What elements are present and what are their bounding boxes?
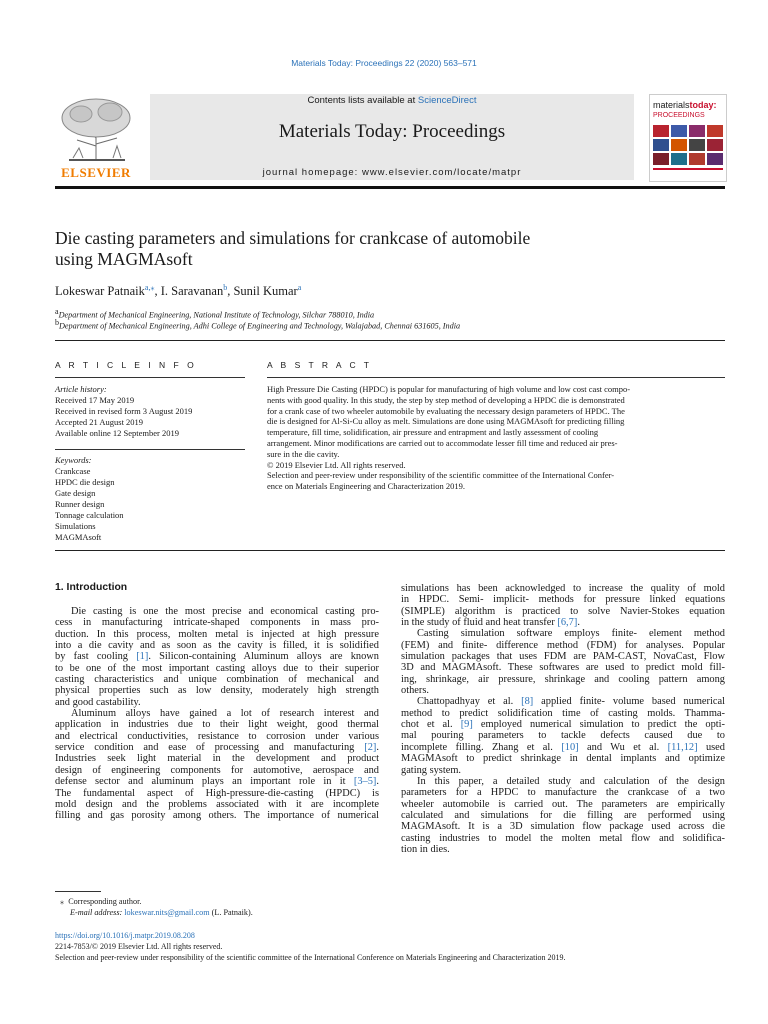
history-label: Article history:	[55, 384, 107, 394]
body-text-line: casting characteristics and unique combination of mechanical and	[55, 674, 379, 686]
cover-title-today: today:	[689, 100, 717, 110]
author-2[interactable]: I. Saravanan	[160, 284, 224, 299]
body-text-line: incomplete filling. Zhang et al. [10] and Wu et al. [11,12] used	[401, 741, 725, 753]
body-text-line: (SIMPLE) algorithm is practiced to solve Navier-Stokes equation	[401, 605, 725, 617]
body-text-line: Casting simulation software employs finite- element method	[417, 628, 725, 640]
corresponding-author-note: ⁎ Corresponding author.	[60, 897, 142, 906]
body-text-line: gating system.	[401, 764, 462, 776]
abstract-copyright: © 2019 Elsevier Ltd. All rights reserved.	[267, 459, 406, 470]
abstract-line: High Pressure Die Casting (HPDC) is popular for manufacturing of high volume and low cost cast compo-	[267, 384, 631, 394]
citation-link[interactable]: [9]	[460, 719, 473, 731]
keyword: Simulations	[55, 521, 96, 531]
citation-link[interactable]: [8]	[521, 696, 534, 708]
journal-title: Materials Today: Proceedings	[278, 121, 506, 142]
citation-link[interactable]: [10]	[561, 741, 579, 753]
journal-cover-image	[649, 94, 727, 182]
abstract-line: arrangement. Minor modifications are carried out to accommodate lesser fill time and reduced air pres-	[267, 437, 618, 448]
body-text-line: defense sector and aluminum plays an important role in it [3–5].	[55, 776, 379, 788]
header-rule	[55, 186, 725, 189]
body-text-line: mal pouring parameters to tackle defects caused due to	[401, 730, 725, 742]
citation-link[interactable]: [11,12]	[667, 741, 698, 753]
body-column-left	[55, 606, 379, 822]
affiliation-a: $^a$Department of Mechanical Engineering, National Institute of Technology, Silchar 788010, India	[55, 307, 375, 320]
body-text-line: filling and gas porosity among others. The importance of numerical	[55, 810, 379, 822]
body-text-line: mold design and the problems associated with it are incomplete	[55, 798, 379, 810]
abstract-selection-line: ence on Materials Engineering and Characterization 2019.	[267, 481, 466, 492]
body-text-line: to be one of the most important casting alloys due to their superior	[55, 662, 379, 674]
contents-available-line: Contents lists available at ScienceDirect	[307, 95, 477, 106]
citation-link[interactable]: [6,7]	[557, 617, 578, 629]
journal-citation[interactable]: Materials Today: Proceedings 22 (2020) 563–571	[291, 58, 477, 68]
body-text-line: and electrical conductivities, resistance to corrosion under various	[55, 730, 379, 742]
body-text-line: physical properties such as low density, moderately high strength	[55, 685, 379, 697]
abstract-heading: A B S T R A C T	[267, 360, 373, 370]
selection-footer: Selection and peer-review under responsibility of the scientific committee of the International Conference on Materials Engineering and Characterization 2019.	[55, 953, 566, 962]
abstract-line: nents with good quality. In this study, the step by step method of developing a HPDC die is demonstrated	[267, 394, 625, 405]
elsevier-wordmark: ELSEVIER	[61, 165, 131, 180]
body-text-line: others.	[401, 685, 429, 697]
author-3-sup[interactable]: a	[297, 283, 302, 292]
keywords-label: Keywords:	[55, 455, 92, 465]
keywords-rule	[55, 449, 245, 450]
body-text-line: simulations has been acknowledged to increase the quality of mold	[401, 583, 725, 594]
body-text-line: in the study of fluid and heat transfer [6,7].	[401, 617, 580, 629]
abstract-line: die is designed for Al-Si-Cu alloy as melt. Simulations are done using MAGMAsoft for predicting filling	[267, 416, 625, 427]
cover-title-proceedings: PROCEEDINGS	[653, 112, 705, 119]
body-text-line: parameters for a HPDC to manufacture the crankcase of a two	[401, 787, 725, 799]
body-text-line: cess in manufacturing intricate-shaped components in mass pro-	[55, 617, 379, 629]
section-rule	[55, 340, 725, 341]
body-text-line: simulation packages that uses FDM are PAM-CAST, NovaCast, Flow	[401, 651, 725, 663]
history-revised: Received in revised form 3 August 2019	[55, 406, 193, 416]
body-text-line: in HPDC. Semi- implicit- methods for pressure linked equations	[401, 594, 725, 606]
cover-title-materials: materials	[653, 100, 690, 110]
abstract-rule	[267, 377, 725, 378]
abstract-end-rule	[55, 550, 725, 551]
author-list: Lokeswar Patnaik$^{a,⁎}$, I. Saravanan$^b$, Sunil Kumar$^a$	[55, 283, 302, 299]
email-note: E-mail address: lokeswar.nits@gmail.com (L. Patnaik).	[70, 908, 253, 917]
author-1-sup[interactable]: a,⁎	[144, 283, 155, 292]
keyword: Runner design	[55, 499, 105, 509]
author-2-sup[interactable]: b	[223, 283, 228, 292]
citation-link[interactable]: [2]	[364, 742, 377, 754]
body-text-line: into a die cavity and as soon as the cavity is filled, it is solidified	[55, 640, 379, 652]
body-text-line: design of engineering components for automotive, aerospace and	[55, 764, 379, 776]
author-3[interactable]: Sunil Kumar	[233, 284, 298, 299]
issn-line: 2214-7853/© 2019 Elsevier Ltd. All rights reserved.	[55, 942, 223, 951]
doi-link[interactable]: https://doi.org/10.1016/j.matpr.2019.08.208	[55, 931, 195, 940]
body-text-line: by fast cooling [1]. Silicon-containing Aluminum alloys are known	[55, 651, 379, 663]
footnote-rule	[55, 891, 101, 892]
history-received: Received 17 May 2019	[55, 395, 135, 405]
body-column-right	[401, 583, 725, 855]
keyword: Tonnage calculation	[55, 510, 124, 520]
body-text-line: Die casting is one the most precise and economical casting pro-	[71, 606, 379, 617]
body-text-line: calculated and simulations for die filling are performed using	[401, 809, 725, 821]
article-info-rule	[55, 377, 245, 378]
keyword: Crankcase	[55, 466, 91, 476]
citation-link[interactable]: [1]	[136, 651, 149, 663]
author-1[interactable]: Lokeswar Patnaik	[55, 284, 145, 299]
history-accepted: Accepted 21 August 2019	[55, 417, 144, 427]
article-info-heading: A R T I C L E I N F O	[55, 360, 197, 370]
abstract-line: for a crank case of two wheeler automobile by evaluating the necessary design parameters of HPDC. The	[267, 405, 625, 416]
citation-link[interactable]: [3–5]	[353, 776, 377, 788]
body-text-line: application in industries due to their light weight, good thermal	[55, 719, 379, 731]
abstract-line: sure in the die cavity.	[267, 448, 340, 459]
keyword: HPDC die design	[55, 477, 115, 487]
body-text-line: Aluminum alloys have gained a lot of research interest and	[71, 708, 379, 720]
body-text-line: and good castability.	[55, 696, 141, 708]
body-text-line: Industries seek light material in the development and product	[55, 753, 379, 765]
body-text-line: MAGMAsoft to predict shrinkage in dental implants and optimize	[401, 753, 725, 765]
body-text-line: tion in dies.	[401, 843, 450, 855]
sciencedirect-link[interactable]: ScienceDirect	[417, 95, 477, 106]
body-text-line: method to predict solidification time of casting molds. Thamma-	[401, 707, 725, 719]
body-text-line: (FEM) and finite- difference method (FDM) for analyses. Popular	[401, 639, 725, 651]
history-online: Available online 12 September 2019	[55, 428, 180, 438]
abstract-line: temperature, fill time, solidification, air pressure and entrapment and lastly assessment of cooling	[267, 427, 599, 438]
body-text-line: service condition and ease of processing and manufacturing [2].	[55, 742, 379, 754]
affiliation-b: $^b$Department of Mechanical Engineering, Adhi College of Engineering and Technology, Walajabad, Chennai 631605, India	[55, 318, 461, 331]
abstract-selection-line: Selection and peer-review under responsibility of the scientific committee of the International Confer-	[267, 470, 615, 481]
body-text-line: casting industries to model the molten metal flow and solidifica-	[401, 832, 725, 844]
paper-title: Die casting parameters and simulations for crankcase of automobile using MAGMAsoft	[55, 228, 531, 269]
body-text-line: duction. In this process, molten metal is injected at high pressure	[55, 628, 379, 640]
keyword: Gate design	[55, 488, 96, 498]
body-text-line: MAGMAsoft. It is a 3D simulation flow package used across die	[401, 821, 725, 833]
abstract-body	[267, 384, 725, 492]
keyword: MAGMAsoft	[55, 532, 102, 542]
body-text-line: The fundamental aspect of High-pressure-die-casting (HPDC) is	[55, 787, 379, 799]
body-text-line: 3D and MAGMAsoft. These softwares are used to predict mold fill-	[401, 662, 725, 674]
body-text-line: wheeler automobile is carried out. The parameters are empirically	[401, 798, 725, 810]
journal-homepage[interactable]: journal homepage: www.elsevier.com/locate/matpr	[262, 167, 522, 178]
email-link[interactable]: lokeswar.nits@gmail.com	[124, 908, 210, 917]
body-text-line: Chattopadhyay et al. [8] applied finite- volume based numerical	[417, 696, 725, 708]
body-text-line: chot et al. [9] employed numerical simulation to predict the opti-	[401, 719, 725, 731]
body-text-line: In this paper, a detailed study and calculation of the design	[417, 775, 725, 787]
section-heading-introduction: 1. Introduction	[55, 582, 128, 593]
body-text-line: ing, shrinkage, air pressure, shrinkage and cooling pattern among	[401, 673, 725, 685]
